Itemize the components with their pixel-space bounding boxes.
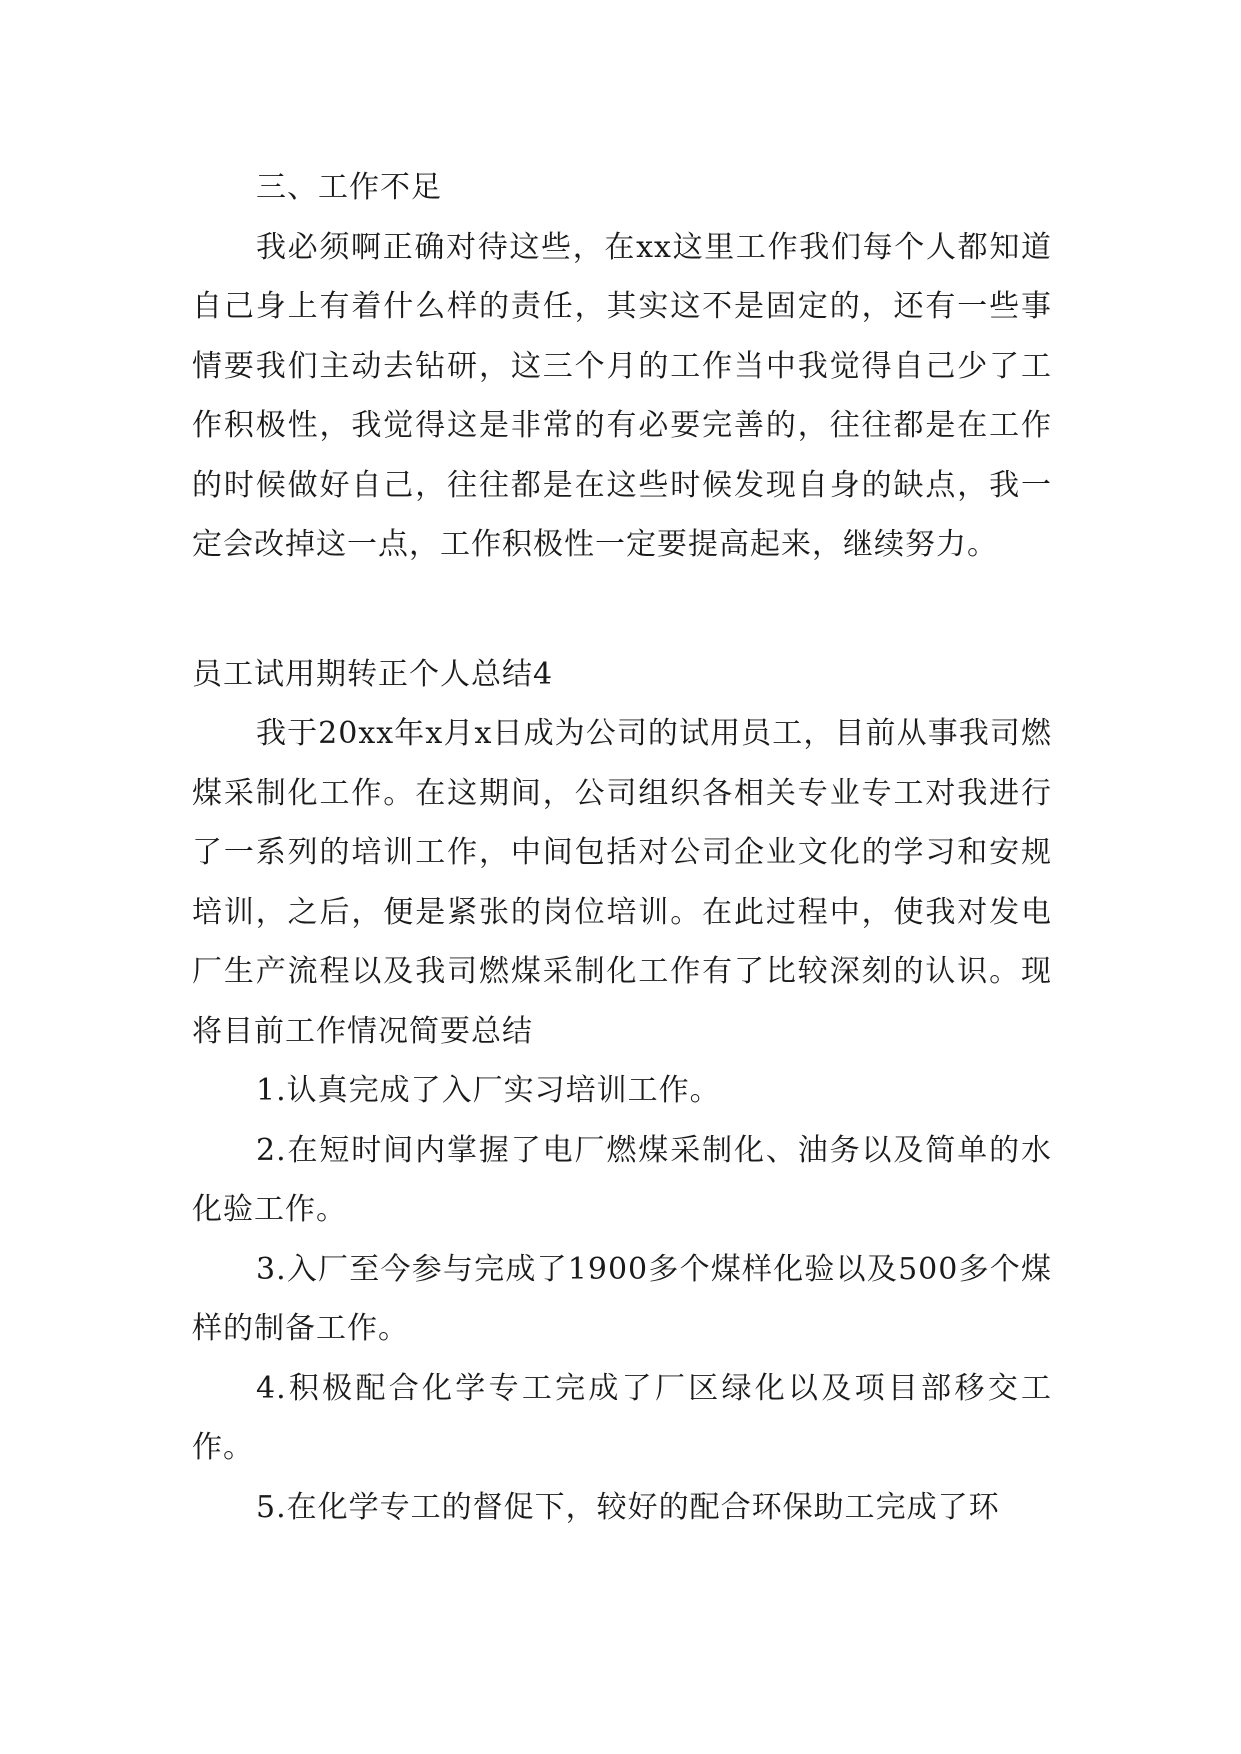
summary-title: 员工试用期转正个人总结4 xyxy=(192,656,554,692)
summary-intro-paragraph: 我于20xx年x月x日成为公司的试用员工，目前从事我司燃煤采制化工作。在这期间，公司组织各相关专业专工对我进行了一系列的培训工作，中间包括对公司企业文化的学习和安规培训，之后，便是紧张的岗位培训。在此过程中，使我对发电厂生产流程以及我司燃煤采制化工作有了比较深刻的认识。现将目前工作情况简要总结 xyxy=(192,716,1052,1049)
section-paragraph: 我必须啊正确对待这些，在xx这里工作我们每个人都知道自己身上有着什么样的责任，其实这不是固定的，还有一些事情要我们主动去钻研，这三个月的工作当中我觉得自己少了工作积极性，我觉得这是非常的有必要完善的，往往都是在工作的时候做好自己，往往都是在这些时候发现自身的缺点，我一定会改掉这一点，工作积极性一定要提高起来，继续努力。 xyxy=(192,229,1052,562)
summary-item-2: 2.在短时间内掌握了电厂燃煤采制化、油务以及简单的水化验工作。 xyxy=(192,1132,1052,1227)
document-body xyxy=(192,158,1052,1537)
summary-item-4: 4.积极配合化学专工完成了厂区绿化以及项目部移交工作。 xyxy=(192,1370,1052,1465)
summary-item-5: 5.在化学专工的督促下，较好的配合环保助工完成了环 xyxy=(256,1489,1000,1525)
summary-item-3: 3.入厂至今参与完成了1900多个煤样化验以及500多个煤样的制备工作。 xyxy=(192,1251,1052,1346)
summary-item-1: 1.认真完成了入厂实习培训工作。 xyxy=(256,1073,721,1108)
section-heading: 三、工作不足 xyxy=(256,170,442,205)
